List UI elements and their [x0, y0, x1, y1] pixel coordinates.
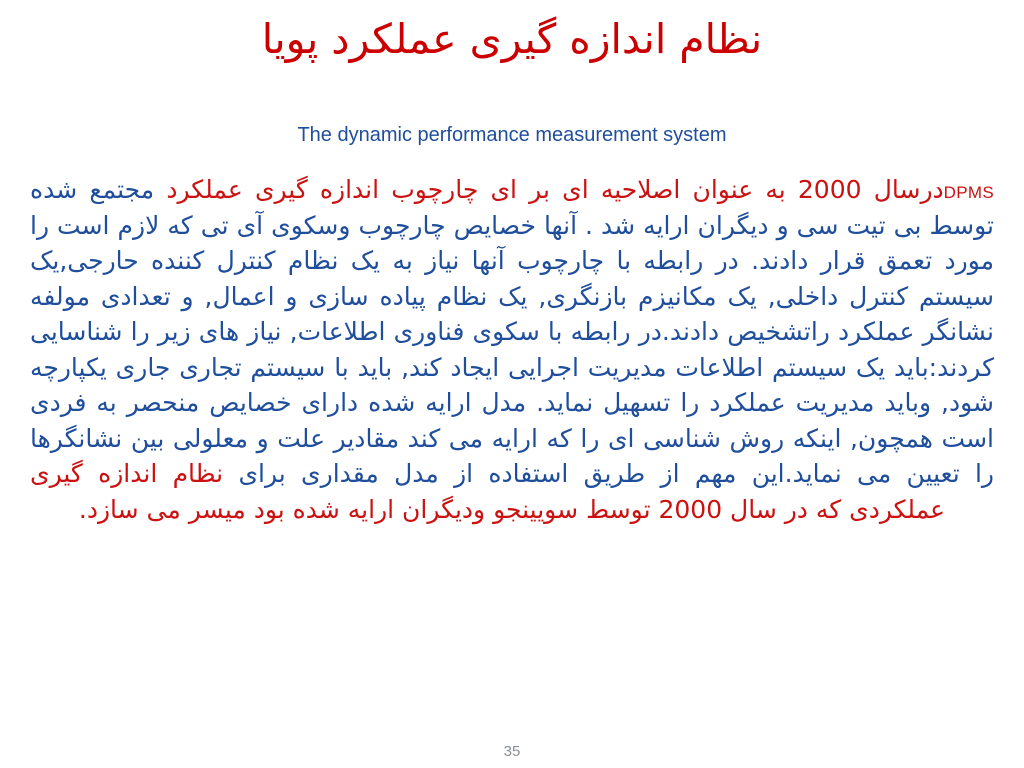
- body-line-2: مجتمع شده توسط بی تیت سی و دیگران ارایه شد . آنها خصایص چارچوب: [30, 175, 994, 240]
- body-line-10: اینکه روش شناسی ای را که ارایه می کند مقادیر علت و معلولی بین: [130, 423, 842, 453]
- body-line-11: نشانگرها را تعیین می نماید.این مهم از طریق استفاده از مدل مقداری برای: [30, 423, 995, 488]
- page-title: نظام اندازه گیری عملکرد پویا: [261, 15, 763, 63]
- page-number: 35: [503, 743, 521, 760]
- body-line-12: نظام اندازه گیری عملکردی که در سال 2000 توسط سویینجو ودیگران ارایه: [30, 459, 946, 524]
- body-line-3: وسکوی آی تی که لازم است را مورد تعمق قرار دادند. در رابطه با: [30, 210, 994, 275]
- body-line-5: یک مکانیزم بازنگری, یک نظام پیاده سازی و اعمال, و تعدادی مولفه: [30, 281, 757, 311]
- body-line-1: درسال 2000 به عنوان اصلاحیه ای بر ای چارچوب اندازه گیری عملکرد: [166, 175, 944, 204]
- body-text-block: [30, 172, 994, 527]
- body-line-6: نشانگر عملکرد راتشخیص دادند.در رابطه با سکوی فناوری اطلاعات, نیاز: [247, 317, 994, 346]
- body-paragraph: [30, 172, 994, 527]
- body-line-4: چارچوب آنها نیاز به یک نظام کنترل کننده حارجی,یک سیستم کنترل داخلی,: [30, 246, 994, 311]
- page-subtitle: The dynamic performance measurement system: [297, 124, 727, 146]
- body-line-8: کند, باید با سیستم تجاری جاری یکپارچه شود, وباید مدیریت عملکرد را: [30, 352, 994, 417]
- body-line-13: شده بود میسر می سازد.: [78, 494, 340, 524]
- body-line-9: تسهیل نماید. مدل ارایه شده دارای خصایص منحصر به فردی است همچون,: [30, 388, 994, 453]
- acronym-dpms: DPMS: [943, 183, 994, 202]
- body-line-7: های زیر را شناسایی کردند:باید یک سیستم اطلاعات مدیریت اجرایی ایجاد: [30, 317, 994, 382]
